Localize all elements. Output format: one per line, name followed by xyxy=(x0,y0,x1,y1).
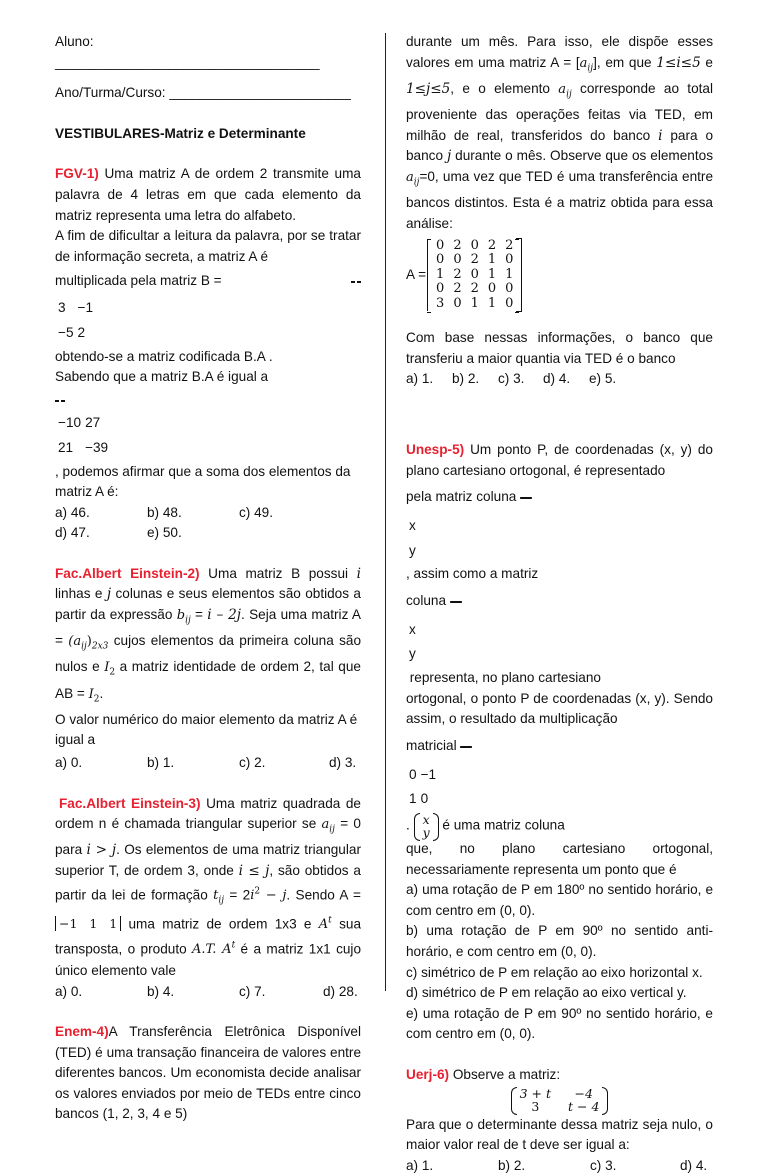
question-text: a matriz identidade de ordem 2, tal que AB = xyxy=(55,659,361,701)
column-divider xyxy=(385,33,386,991)
matrix-cell: 0 xyxy=(436,237,445,253)
question-text: ], em que xyxy=(593,54,657,70)
question-4-continued xyxy=(406,32,713,390)
column-matrix-xy: x y xyxy=(414,813,439,839)
matrix-a-row: −1 1 1 xyxy=(55,916,121,931)
matrix-cell: −10 xyxy=(58,415,82,431)
question-text: ortogonal, o ponto P de coordenadas (x, y). Sendo assim, o resultado da multiplicação xyxy=(406,690,713,727)
matrix-cell: 0 xyxy=(505,281,514,297)
option-d[interactable]: d) 3. xyxy=(329,755,357,770)
math-var: $b_{ij}$ xyxy=(176,608,191,626)
answer-options xyxy=(406,1156,713,1176)
question-text: obtendo-se a matriz codificada B.A . xyxy=(55,348,273,364)
matrix-cell: 0 xyxy=(505,295,514,311)
question-text: , são obtidos a partir da lei de formação xyxy=(55,862,361,902)
matrix-cell: 0 xyxy=(470,237,479,253)
matrix-cell: 1 xyxy=(487,266,497,282)
question-text: matricial xyxy=(406,737,457,753)
question-text: Uma matriz quadrada de ordem n é chamada triangular superior se xyxy=(55,795,361,832)
question-text: Uma matriz A de ordem 2 transmite uma palavra de 4 letras em que cada elemento da matriz representa uma letra do alfabeto. xyxy=(55,166,361,223)
option-b[interactable]: b) uma rotação de P em 90º no sentido anti-horário, e com centro em (0, 0). xyxy=(406,923,713,959)
question-2 xyxy=(55,564,361,774)
question-text: pela matriz coluna xyxy=(406,488,517,504)
math-var: $a_{ij}$ xyxy=(406,169,420,188)
option-e[interactable]: e) 50. xyxy=(147,525,182,541)
option-b[interactable]: b) 1. xyxy=(147,755,175,770)
question-text: = xyxy=(190,607,208,623)
question-text: corresponde ao total proveniente das operações feitas via TED, em milhão de real, transferidos do banco xyxy=(406,80,713,143)
option-a[interactable]: a) 0. xyxy=(55,983,83,999)
question-4 xyxy=(55,1022,361,1125)
answer-options xyxy=(406,369,713,390)
question-tag: Uerj-6) xyxy=(406,1066,450,1082)
question-text: = 0 para xyxy=(55,816,361,858)
matrix-cell: 1 xyxy=(436,266,445,282)
question-text: que, no plano cartesiano ortogonal, necessariamente representa um ponto que é xyxy=(406,841,713,877)
option-d[interactable]: d) 4. xyxy=(543,371,571,387)
math-expr: $t_{ij}$ xyxy=(213,887,225,906)
matrix-cell: 2 xyxy=(505,237,514,253)
matrix-cell: 21 xyxy=(58,439,74,455)
question-text: é uma matriz coluna xyxy=(438,817,565,833)
question-text: representa, no plano cartesiano xyxy=(406,670,601,686)
math-expr: A.T. $A^t$ xyxy=(192,941,236,958)
math-var: i xyxy=(658,127,663,144)
matrix-cell: 1 xyxy=(487,295,497,311)
option-b[interactable]: b) 2. xyxy=(498,1157,526,1173)
math-var: $a_{ij}$ xyxy=(579,55,594,74)
matrix-cell: 2 xyxy=(453,237,462,253)
question-text: coluna xyxy=(406,592,447,608)
math-var: j xyxy=(106,586,112,603)
matrix-cell: 27 xyxy=(85,415,101,431)
matrix-label: A = xyxy=(406,266,427,282)
left-column xyxy=(55,32,361,1125)
question-text: = 2 xyxy=(224,886,251,902)
option-d[interactable]: d) simétrico de P em relação ao eixo vertical y. xyxy=(406,985,687,1001)
option-a[interactable]: a) 46. xyxy=(55,504,90,520)
math-var: $(a_{ij})_{2x3}$ xyxy=(68,634,109,652)
matrix-cell: −1 xyxy=(77,300,93,316)
option-d[interactable]: d) 4. xyxy=(680,1157,708,1173)
question-text: Um ponto P, de coordenadas (x, y) do plano cartesiano ortogonal, é representado xyxy=(406,441,713,478)
answer-options xyxy=(55,753,361,774)
math-var: j xyxy=(446,148,452,165)
option-a[interactable]: a) 0. xyxy=(55,755,83,770)
matrix-cell: 3 xyxy=(436,295,445,311)
option-c[interactable]: c) 3. xyxy=(590,1157,617,1173)
question-text: durante um mês. Para isso, ele dispõe esses valores em uma matriz A = [ xyxy=(406,34,713,70)
matrix-cell: 3 xyxy=(58,300,66,316)
math-var: i xyxy=(356,565,362,582)
option-e[interactable]: e) uma rotação de P em 90º no sentido horário, e com centro em (0, 0). xyxy=(406,1005,713,1042)
question-text: =0, uma vez que TED é uma transferência entre bancos distintos. Esta é a matriz obtida para essa análise: xyxy=(406,168,713,231)
question-text: colunas e seus elementos são obtidos a partir da expressão xyxy=(55,586,361,623)
option-c[interactable]: c) 2. xyxy=(239,755,266,770)
math-var: $A^t$ xyxy=(318,916,332,933)
question-text: . Seja uma matriz A = xyxy=(55,607,361,649)
option-c[interactable]: c) simétrico de P em relação ao eixo horizontal x. xyxy=(406,964,703,980)
option-b[interactable]: b) 48. xyxy=(147,504,182,520)
question-text: durante o mês. Observe que os elementos xyxy=(451,148,713,164)
matrix-cell: 2 xyxy=(453,281,462,297)
question-text: . Os elementos de uma matriz triangular superior T, de ordem 3, onde xyxy=(55,842,361,878)
question-text: , e o elemento xyxy=(450,80,559,96)
math-var: $I_2$ xyxy=(104,660,116,679)
math-var: $a_{ij}$ xyxy=(558,81,572,100)
matrix-cell: 2 xyxy=(470,252,479,268)
matrix-t: 3 + t −4 3 t − 4 xyxy=(511,1087,609,1113)
question-tag: Unesp-5) xyxy=(406,441,465,457)
option-d[interactable]: d) 47. xyxy=(55,525,90,541)
matrix-5x5 xyxy=(427,239,518,312)
option-d[interactable]: d) 28. xyxy=(323,983,358,999)
option-c[interactable]: c) 3. xyxy=(498,371,525,387)
matrix-cell: 2 xyxy=(487,237,497,253)
question-tag: Enem-4) xyxy=(55,1024,109,1040)
matrix-cell: 1 xyxy=(470,295,479,311)
matrix-cell: −5 xyxy=(58,324,74,340)
question-text: Com base nessas informações, o banco que transferiu a maior quantia via TED é o banco xyxy=(406,330,713,366)
right-column xyxy=(406,32,713,1176)
question-5: Unesp-5) Um ponto P, de coordenadas (x, y) do plano cartesiano ortogonal, é representado pela matriz coluna x y , assim como a matriz coluna x y representa, no plano cartesiano ortogonal, o ponto P de coordenadas (x, y). Sendo assim, o resultado da multiplicação matricial 0 −1 1 0 . x y é uma matriz coluna que, no plano cartesiano ortogonal, necessariamente representa um ponto que é a) uma rotação de P em 180º no sentido horário, e com centro em (0, 0). b) uma rotação de P em 90º no sentido anti-horário, e com centro em (0, 0). c) simétrico de P em relação ao eixo horizontal x. d) simétrico de P em relação ao eixo vertical y. e) uma rotação de P em 90º no sentido horário, e com centro em (0, 0). xyxy=(406,440,713,1045)
question-text-left: A Transferência Eletrônica Disponível (TED) é uma transação financeira de valores entre diferentes bancos. Um economista decide analisar os valores enviados por meio de TEDs entre cinco bancos (1, 2, 3, 4 e 5) xyxy=(55,1024,361,1122)
question-text: cujos elementos da primeira coluna são nulos e xyxy=(55,633,362,675)
math-var: $I_2$ xyxy=(88,686,100,705)
option-c[interactable]: c) 49. xyxy=(239,504,273,520)
option-b[interactable]: b) 4. xyxy=(147,983,175,999)
matrix-cell: −39 xyxy=(85,439,109,455)
question-text: linhas e xyxy=(55,586,107,602)
question-text: e xyxy=(700,54,713,70)
matrix-cell: 0 xyxy=(470,266,479,282)
question-text: , assim como a matriz xyxy=(406,566,539,582)
math-expr: i > j xyxy=(86,842,117,859)
question-text: multiplicada pela matriz B = xyxy=(55,273,222,289)
math-expr: i ≤ j xyxy=(238,862,270,879)
student-name-field: Aluno: ___________________________________ xyxy=(55,34,320,70)
question-text: para o banco xyxy=(406,127,714,164)
matrix-cell: 0 xyxy=(436,252,445,268)
option-b[interactable]: b) 2. xyxy=(452,371,480,387)
math-expr: i – 2j xyxy=(207,607,242,624)
question-text: sua transposta, o produto xyxy=(55,916,362,957)
question-tag: FGV-1) xyxy=(55,166,99,182)
matrix-cell: 1 xyxy=(487,252,497,268)
page-title: VESTIBULARES-Matriz e Determinante xyxy=(55,125,306,141)
matrix-cell: 2 xyxy=(470,281,479,297)
option-a[interactable]: a) uma rotação de P em 180º no sentido horário, e com centro em (0, 0). xyxy=(406,882,713,918)
question-3 xyxy=(55,794,361,1003)
question-text: O valor numérico do maior elemento da matriz A é igual a xyxy=(55,711,358,748)
matrix-cell: 0 xyxy=(505,252,514,268)
math-expr: $i^2 - j$ xyxy=(250,886,287,903)
matrix-cell: 0 xyxy=(487,281,497,297)
class-course-field: Ano/Turma/Curso: ________________________ xyxy=(55,85,351,101)
option-c[interactable]: c) 7. xyxy=(239,983,266,999)
question-text: uma matriz de ordem 1x3 e xyxy=(121,916,319,932)
question-text: Observe a matriz: xyxy=(449,1066,561,1082)
question-tag: Fac.Albert Einstein-2) xyxy=(55,565,200,581)
matrix-cell: 2 xyxy=(77,324,86,340)
question-text: . xyxy=(99,685,104,701)
question-text: Para que o determinante dessa matriz seja nulo, o maior valor real de t deve ser igual a: xyxy=(406,1116,713,1153)
question-tag: Fac.Albert Einstein-3) xyxy=(59,795,201,811)
question-text: . Sendo A = xyxy=(286,886,361,902)
answer-options xyxy=(55,982,361,1003)
math-var: $a_{ij}$ xyxy=(321,817,335,835)
question-text: A fim de dificultar a leitura da palavra, por se tratar de informação secreta, a matriz A é xyxy=(55,228,361,264)
option-a[interactable]: a) 1. xyxy=(406,1157,434,1173)
question-6 xyxy=(406,1065,713,1176)
math-expr: 1≤j≤5 xyxy=(406,80,451,97)
matrix-ted xyxy=(406,238,713,312)
matrix-cell: 0 xyxy=(453,252,462,268)
question-text: Uma matriz B possui xyxy=(199,565,357,581)
option-a[interactable]: a) 1. xyxy=(406,371,434,387)
math-operator: . xyxy=(406,817,414,833)
matrix-cell: 1 xyxy=(505,266,514,282)
matrix-cell: 2 xyxy=(453,266,462,282)
option-e[interactable]: e) 5. xyxy=(589,371,617,387)
math-expr: 1≤i≤5 xyxy=(656,54,701,71)
matrix-cell: 0 xyxy=(453,295,462,311)
question-text: é a matriz 1x1 cujo único elemento vale xyxy=(55,941,362,978)
question-1 xyxy=(55,164,361,544)
matrix-cell: 0 xyxy=(436,281,445,297)
question-text: , podemos afirmar que a soma dos elementos da matriz A é: xyxy=(55,463,351,500)
answer-options xyxy=(55,503,361,524)
question-text: Sabendo que a matriz B.A é igual a xyxy=(55,369,269,385)
